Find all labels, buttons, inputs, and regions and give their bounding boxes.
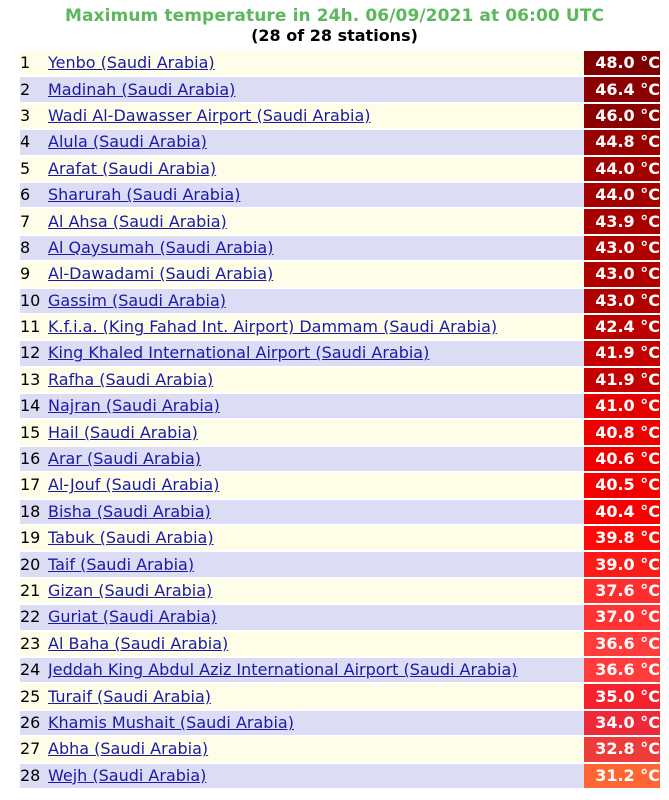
station-name-cell [48,632,584,656]
table-row [20,262,660,286]
table-row [20,289,660,313]
station-link[interactable]: Tabuk (Saudi Arabia) [48,528,214,548]
temperature-badge: 35.0 °C [584,684,660,708]
temperature-badge: 46.0 °C [584,104,660,128]
station-rank: 11 [20,315,48,339]
table-row [20,526,660,550]
station-rank: 19 [20,526,48,550]
stations-table [20,49,660,790]
station-name-cell [48,368,584,392]
temperature-badge: 48.0 °C [584,51,660,75]
station-link[interactable]: Bisha (Saudi Arabia) [48,501,211,521]
station-rank: 8 [20,236,48,260]
station-name-cell [48,130,584,154]
table-row [20,183,660,207]
station-rank: 24 [20,658,48,682]
temperature-badge: 40.4 °C [584,500,660,524]
station-name-cell [48,711,584,735]
station-name-cell [48,209,584,233]
station-name-cell [48,77,584,101]
station-link[interactable]: K.f.i.a. (King Fahad Int. Airport) Dammam (Saudi Arabia) [48,317,498,337]
table-row [20,420,660,444]
temperature-badge: 40.8 °C [584,420,660,444]
temperature-badge: 37.6 °C [584,579,660,603]
station-link[interactable]: Al-Dawadami (Saudi Arabia) [48,264,274,284]
station-name-cell [48,236,584,260]
station-rank: 18 [20,500,48,524]
temperature-badge: 41.9 °C [584,341,660,365]
table-row [20,552,660,576]
station-rank: 3 [20,104,48,128]
stations-table-body [20,51,660,788]
station-name-cell [48,104,584,128]
table-row [20,104,660,128]
table-row [20,500,660,524]
station-name-cell [48,658,584,682]
temperature-badge: 41.0 °C [584,394,660,418]
table-row [20,77,660,101]
table-row [20,209,660,233]
station-rank: 5 [20,157,48,181]
station-rank: 4 [20,130,48,154]
station-name-cell [48,737,584,761]
temperature-badge: 34.0 °C [584,711,660,735]
table-row [20,157,660,181]
station-link[interactable]: Madinah (Saudi Arabia) [48,79,236,99]
station-name-cell [48,157,584,181]
station-name-cell [48,289,584,313]
station-link[interactable]: Gassim (Saudi Arabia) [48,290,226,310]
station-link[interactable]: Al-Jouf (Saudi Arabia) [48,475,220,495]
station-name-cell [48,764,584,788]
station-rank: 27 [20,737,48,761]
table-row [20,368,660,392]
page-header [0,0,669,46]
station-link[interactable]: Al Baha (Saudi Arabia) [48,633,229,653]
station-rank: 16 [20,447,48,471]
table-row [20,130,660,154]
station-name-cell [48,51,584,75]
table-row [20,605,660,629]
temperature-badge: 39.0 °C [584,552,660,576]
temperature-badge: 42.4 °C [584,315,660,339]
station-link[interactable]: Arar (Saudi Arabia) [48,449,201,469]
temperature-badge: 43.0 °C [584,289,660,313]
station-rank: 28 [20,764,48,788]
station-link[interactable]: Gizan (Saudi Arabia) [48,581,213,600]
temperature-badge: 44.0 °C [584,157,660,181]
station-rank: 6 [20,183,48,207]
station-link[interactable]: Wejh (Saudi Arabia) [48,765,207,785]
station-link[interactable]: Khamis Mushait (Saudi Arabia) [48,712,294,732]
station-name-cell [48,500,584,524]
station-rank: 10 [20,289,48,313]
station-name-cell [48,341,584,365]
station-link[interactable]: Guriat (Saudi Arabia) [48,607,217,627]
temperature-badge: 32.8 °C [584,737,660,761]
station-rank: 1 [20,51,48,75]
table-row [20,764,660,788]
station-link[interactable]: Sharurah (Saudi Arabia) [48,185,241,205]
station-name-cell [48,579,584,603]
temperature-badge: 44.8 °C [584,130,660,154]
station-link[interactable]: Al Qaysumah (Saudi Arabia) [48,237,274,257]
temperature-badge: 31.2 °C [584,764,660,788]
table-row [20,341,660,365]
station-rank: 12 [20,341,48,365]
station-rank: 20 [20,552,48,576]
station-link[interactable]: Wadi Al-Dawasser Airport (Saudi Arabia) [48,105,371,125]
station-rank: 17 [20,473,48,497]
station-link[interactable]: King Khaled International Airport (Saudi Arabia) [48,343,430,363]
station-rank: 21 [20,579,48,603]
station-rank: 7 [20,209,48,233]
station-rank: 9 [20,262,48,286]
table-row [20,394,660,418]
table-row [20,684,660,708]
station-rank: 14 [20,394,48,418]
table-row [20,711,660,735]
station-name-cell [48,552,584,576]
station-name-cell [48,315,584,339]
table-row [20,579,660,603]
station-name-cell [48,420,584,444]
station-link[interactable]: Arafat (Saudi Arabia) [48,158,217,178]
station-name-cell [48,684,584,708]
temperature-badge: 41.9 °C [584,368,660,392]
station-name-cell [48,262,584,286]
temperature-badge: 44.0 °C [584,183,660,207]
station-link[interactable]: Rafha (Saudi Arabia) [48,369,214,389]
station-rank: 25 [20,684,48,708]
temperature-badge: 37.0 °C [584,605,660,629]
temperature-badge: 43.0 °C [584,262,660,286]
station-rank: 23 [20,632,48,656]
table-row [20,236,660,260]
table-row [20,447,660,471]
temperature-badge: 43.0 °C [584,236,660,260]
table-row [20,737,660,761]
station-name-cell [48,526,584,550]
station-link[interactable]: Alula (Saudi Arabia) [48,132,207,152]
station-link[interactable]: Abha (Saudi Arabia) [48,739,209,759]
temperature-badge: 36.6 °C [584,632,660,656]
temperature-badge: 39.8 °C [584,526,660,550]
station-rank: 2 [20,77,48,101]
table-row [20,473,660,497]
station-rank: 15 [20,420,48,444]
station-name-cell [48,473,584,497]
temperature-badge: 40.6 °C [584,447,660,471]
temperature-badge: 43.9 °C [584,209,660,233]
station-link[interactable]: Yenbo (Saudi Arabia) [48,53,215,73]
page-title: Maximum temperature in 24h. 06/09/2021 at 06:00 UTC [64,6,605,26]
station-link[interactable]: Taif (Saudi Arabia) [48,554,195,574]
station-name-cell [48,447,584,471]
station-link[interactable]: Al Ahsa (Saudi Arabia) [48,211,227,231]
station-name-cell [48,605,584,629]
station-count: (28 of 28 stations) [251,26,418,45]
temperature-badge: 36.6 °C [584,658,660,682]
station-link[interactable]: Najran (Saudi Arabia) [48,396,220,416]
temperature-badge: 40.5 °C [584,473,660,497]
table-row [20,632,660,656]
station-rank: 26 [20,711,48,735]
temperature-badge: 46.4 °C [584,77,660,101]
station-link[interactable]: Turaif (Saudi Arabia) [48,686,212,706]
station-rank: 13 [20,368,48,392]
station-rank: 22 [20,605,48,629]
table-row [20,315,660,339]
station-link[interactable]: Hail (Saudi Arabia) [48,422,198,442]
station-link[interactable]: Jeddah King Abdul Aziz International Airport (Saudi Arabia) [48,660,518,680]
station-name-cell [48,394,584,418]
table-row [20,51,660,75]
station-name-cell [48,183,584,207]
table-row [20,658,660,682]
